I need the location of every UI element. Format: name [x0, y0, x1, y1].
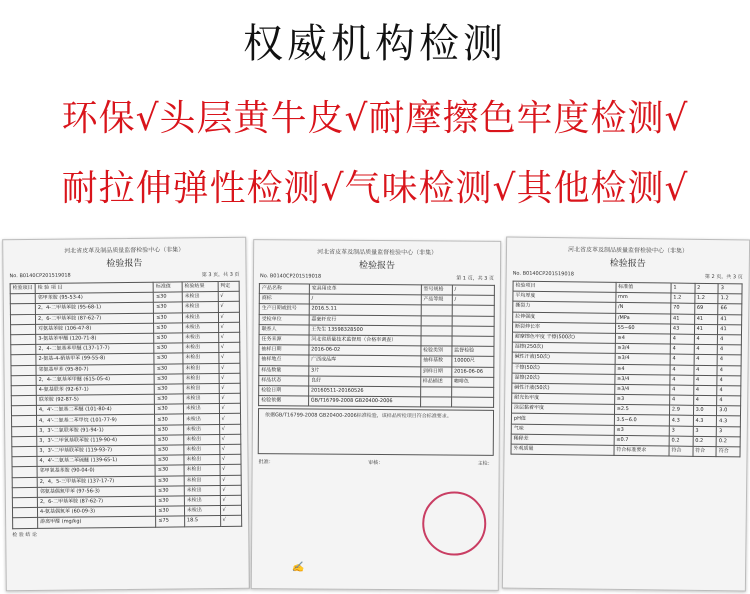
- table-cell: ≤30: [154, 374, 183, 384]
- table-cell: √: [220, 465, 242, 475]
- table-cell: 41: [718, 324, 742, 334]
- table-cell: /: [452, 295, 494, 305]
- table-cell: [12, 416, 37, 426]
- table-cell: 4: [670, 395, 694, 405]
- report-title: 检验报告: [609, 258, 646, 270]
- table-cell: 2，4-二氨基苯甲醚 (137-17-7): [36, 343, 154, 354]
- table-cell: 4: [694, 344, 718, 354]
- table-cell: [10, 294, 35, 304]
- table-cell: 干擦(50次): [512, 363, 615, 374]
- table-cell: √: [218, 291, 240, 301]
- table-cell: 任务来源: [259, 335, 309, 346]
- test-report-page-1: [251, 239, 501, 591]
- table-cell: [452, 316, 494, 326]
- table-cell: √: [218, 302, 240, 312]
- test-report-page-3: [2, 237, 250, 592]
- table-cell: ≤30: [153, 292, 182, 302]
- table-cell: ≤30: [155, 475, 184, 485]
- table-cell: [11, 396, 36, 406]
- table-cell: 未检出: [183, 383, 219, 394]
- table-header-cell: 判定: [218, 281, 240, 291]
- table-cell: ≤30: [154, 353, 183, 363]
- table-cell: √: [218, 332, 240, 342]
- table-cell: ≥3/4: [615, 354, 670, 365]
- table-cell: 3.5~6.0: [614, 415, 669, 426]
- report-table-body: [10, 291, 241, 528]
- table-cell: [11, 345, 36, 355]
- table-header-cell: 3: [718, 284, 742, 294]
- table-cell: [12, 497, 37, 507]
- table-cell: 20160511-20160526: [308, 386, 420, 397]
- table-cell: ≤30: [154, 384, 183, 394]
- table-cell: /: [309, 294, 421, 305]
- table-cell: 游离甲醛 (mg/kg): [38, 517, 156, 528]
- table-cell: 受检单位: [259, 314, 309, 325]
- table-cell: [12, 446, 37, 456]
- table-cell: 未检出: [184, 495, 220, 506]
- table-cell: [12, 436, 37, 446]
- table-cell: 41: [718, 314, 742, 324]
- table-row: [511, 444, 740, 457]
- report-table: [258, 283, 495, 408]
- table-cell: 4: [717, 396, 741, 406]
- table-cell: √: [219, 383, 241, 393]
- table-cell: 未检出: [184, 445, 220, 456]
- table-cell: √: [218, 312, 240, 322]
- table-cell: 1.2: [718, 294, 742, 304]
- table-cell: ≤30: [155, 414, 184, 424]
- table-cell: 未检出: [182, 292, 218, 303]
- table-cell: 0.2: [669, 436, 693, 446]
- table-cell: ≤30: [154, 323, 183, 333]
- table-cell: ≤30: [154, 343, 183, 353]
- table-cell: ≤30: [155, 455, 184, 465]
- table-cell: 对氨基苯胺 (106-47-8): [36, 323, 154, 334]
- table-cell: 检验类别: [420, 346, 451, 356]
- table-cell: √: [220, 495, 242, 505]
- table-cell: ≤30: [155, 425, 184, 435]
- table-cell: ≥3/4: [615, 374, 670, 385]
- table-cell: 未检出: [184, 455, 220, 466]
- feature-line-1: 环保√头层黄牛皮√耐摩擦色牢度检测√: [61, 98, 689, 139]
- table-cell: 4: [670, 344, 694, 354]
- table-cell: 涂层黏着牢度: [511, 403, 614, 414]
- report-page: 第 1 页，共 3 页: [456, 275, 494, 282]
- table-cell: √: [218, 342, 240, 352]
- table-cell: [11, 355, 36, 365]
- table-cell: 邻氨基偶氮甲苯 (97-56-3): [37, 486, 155, 497]
- table-cell: 检验依据: [259, 396, 309, 407]
- table-cell: [11, 365, 36, 375]
- table-cell: 2，6-二甲基苯胺 (87-62-7): [37, 496, 155, 507]
- table-cell: 2，4-二氨基苯甲醚 (615-05-4): [36, 374, 154, 385]
- table-cell: 4: [717, 365, 741, 375]
- table-cell: 符合: [693, 446, 717, 456]
- table-cell: [11, 375, 36, 385]
- table-cell: ≤30: [154, 363, 183, 373]
- table-cell: 家具用皮革: [309, 284, 421, 295]
- table-cell: 66: [718, 304, 742, 314]
- table-cell: √: [218, 322, 240, 332]
- table-cell: 4: [717, 345, 741, 355]
- table-cell: 4: [670, 354, 694, 364]
- table-cell: 抽样基数: [420, 356, 451, 366]
- table-cell: 3，3'-二甲氧基联苯胺 (119-90-4): [37, 435, 155, 446]
- table-cell: 55~60: [615, 323, 670, 334]
- table-cell: ≤30: [155, 465, 184, 475]
- table-cell: ≤30: [154, 333, 183, 343]
- table-cell: [12, 426, 37, 436]
- table-cell: 4: [718, 335, 742, 345]
- table-cell: ≤30: [156, 506, 185, 516]
- table-cell: √: [220, 475, 242, 485]
- review-label: 审核：: [368, 460, 384, 467]
- table-cell: [421, 315, 452, 325]
- table-cell: 3.0: [693, 406, 717, 416]
- table-cell: 2016.5.11: [309, 304, 421, 315]
- table-cell: 未检出: [182, 302, 218, 313]
- table-cell: √: [219, 393, 241, 403]
- table-cell: √: [219, 424, 241, 434]
- table-cell: ≤30: [155, 486, 184, 496]
- table-cell: 4-氨基联苯 (92-67-1): [36, 384, 154, 395]
- table-cell: ≥3/4: [615, 343, 670, 354]
- table-cell: 3.0: [717, 406, 741, 416]
- table-cell: √: [220, 485, 242, 495]
- table-cell: [421, 336, 452, 346]
- table-cell: [11, 334, 36, 344]
- table-cell: pH值: [511, 414, 614, 425]
- report-number: No. B0140CP201519018: [9, 272, 71, 280]
- report-table: [10, 281, 243, 529]
- report-number: No. B0140CP201519018: [259, 273, 322, 280]
- table-cell: ≥3/4: [614, 384, 669, 395]
- table-cell: 联系人: [259, 324, 309, 335]
- table-cell: ≤30: [154, 394, 183, 404]
- table-cell: 咖啡色: [451, 377, 493, 387]
- table-header-cell: 检验结果: [182, 282, 218, 293]
- table-cell: 良好: [308, 376, 420, 387]
- table-cell: 41: [670, 314, 694, 324]
- table-cell: ≤30: [156, 496, 185, 506]
- table-cell: 3: [693, 426, 717, 436]
- table-cell: 商标: [259, 294, 309, 305]
- table-cell: 未检出: [183, 343, 219, 354]
- table-cell: 4: [670, 375, 694, 385]
- table-cell: 型号规格: [421, 285, 452, 295]
- report-title: 检验报告: [358, 260, 396, 272]
- table-cell: 2，4，5-三甲基苯胺 (137-17-7): [37, 476, 155, 487]
- table-cell: 2016-06-06: [451, 367, 493, 377]
- table-cell: ≤30: [155, 445, 184, 455]
- report-number: No. B0140CP201519018: [512, 270, 574, 278]
- table-cell: 王先生 13598328500: [309, 325, 421, 336]
- table-cell: ≤30: [154, 312, 183, 322]
- table-cell: 产品等级: [421, 295, 452, 305]
- table-cell: 邻甲苯胺 (95-53-4): [35, 292, 153, 303]
- table-cell: 4，4'-二氨基二苯醚 (101-80-4): [36, 404, 154, 415]
- table-cell: 未检出: [183, 414, 219, 425]
- table-cell: 生产日期或批号: [259, 304, 309, 315]
- table-cell: 广西成品库: [309, 355, 421, 366]
- table-cell: [421, 326, 452, 336]
- table-header-cell: 标准值: [153, 282, 182, 292]
- table-cell: 4，4'-二氨基二苯甲烷 (101-77-9): [37, 415, 155, 426]
- table-cell: 抽样地点: [259, 355, 309, 366]
- approve-label: 批准：: [258, 459, 274, 466]
- report-header: 河北省皮革及制品质量监督检验中心（非集）: [317, 248, 438, 257]
- table-cell: 邻氨基甲苯 (95-80-7): [36, 364, 154, 375]
- table-cell: 产品名称: [259, 284, 309, 295]
- table-cell: GB/T16799-2008 GB20400-2006: [308, 396, 420, 407]
- table-cell: 平均厚度: [513, 291, 616, 302]
- table-cell: /: [452, 285, 494, 295]
- table-cell: ≥4: [615, 333, 670, 344]
- table-cell: [452, 326, 494, 336]
- report-header: 河北省皮革及制品质量监督检验中心（非集）: [64, 246, 185, 255]
- table-cell: 0.2: [716, 436, 740, 446]
- table-cell: 4: [717, 385, 741, 395]
- table-cell: [10, 314, 35, 324]
- table-cell: √: [220, 516, 242, 526]
- report-table-body: [259, 284, 495, 408]
- table-cell: [11, 385, 36, 395]
- table-cell: 4: [670, 334, 694, 344]
- table-cell: √: [219, 363, 241, 373]
- table-cell: 监督检验: [452, 346, 494, 356]
- table-cell: 断裂伸长率: [512, 322, 615, 333]
- report-meta: [4, 271, 246, 281]
- table-cell: 10000尺: [451, 356, 493, 366]
- table-cell: 未检出: [182, 322, 218, 333]
- table-cell: 检验日期: [259, 386, 309, 397]
- table-header-cell: 1: [671, 283, 695, 293]
- table-cell: [12, 487, 37, 497]
- table-cell: ≤3: [614, 425, 669, 436]
- table-cell: 样品状态: [259, 375, 309, 386]
- report-meta: [254, 273, 500, 282]
- table-cell: 4: [693, 395, 717, 405]
- official-seal-icon: [422, 491, 486, 555]
- table-cell: 未检出: [184, 475, 220, 486]
- table-cell: 3: [669, 426, 693, 436]
- table-cell: [452, 336, 494, 346]
- table-cell: ≤0.7: [614, 435, 669, 446]
- table-cell: 18.5: [184, 516, 220, 527]
- table-cell: 0.2: [693, 436, 717, 446]
- table-cell: ≤30: [154, 302, 183, 312]
- table-cell: 气味: [511, 424, 614, 435]
- table-cell: [13, 518, 38, 528]
- report-page: 第 3 页，共 3 页: [201, 271, 240, 279]
- table-cell: 未检出: [184, 465, 220, 476]
- table-header-cell: 检 验 项 目: [35, 282, 153, 293]
- table-cell: 3: [716, 426, 740, 436]
- test-report-page-2: [502, 237, 750, 592]
- table-cell: 嘉豪轩皮行: [309, 315, 421, 326]
- table-cell: 符合: [716, 447, 740, 457]
- table-cell: ≥3: [614, 394, 669, 405]
- table-header-cell: 2: [695, 283, 719, 293]
- table-cell: 4-氨基偶氮苯 (60-09-3): [37, 506, 155, 517]
- table-cell: 抽样日期: [259, 345, 309, 356]
- table-cell: [12, 508, 37, 518]
- table-cell: 湿擦(250次): [512, 342, 615, 353]
- table-cell: 联苯胺 (92-87-5): [36, 394, 154, 405]
- table-cell: ≥2.5: [614, 405, 669, 416]
- table-cell: 4: [693, 375, 717, 385]
- table-cell: 41: [694, 314, 718, 324]
- table-cell: [420, 387, 451, 397]
- table-cell: 未检出: [183, 404, 219, 415]
- table-cell: 未检出: [183, 363, 219, 374]
- table-cell: [420, 397, 451, 407]
- table-cell: 69: [694, 304, 718, 314]
- table-cell: √: [219, 373, 241, 383]
- table-cell: 湿擦(20次): [512, 373, 615, 384]
- table-cell: 2.9: [669, 405, 693, 415]
- table-cell: 3片: [308, 366, 420, 377]
- feature-line-2: 耐拉伸弹性检测√气味检测√其他检测√: [61, 168, 689, 209]
- signature-icon: ✍: [291, 562, 305, 574]
- table-cell: 4.3: [669, 415, 693, 425]
- table-cell: 耐摩擦色牢度 干擦(500次): [512, 332, 615, 343]
- table-cell: 碱性汗液(50次): [512, 383, 615, 394]
- table-cell: 符合: [669, 446, 693, 456]
- report-page: 第 2 页，共 3 页: [704, 273, 743, 281]
- table-row: [259, 396, 494, 408]
- report-footer: 检 验 结 论: [12, 531, 38, 538]
- table-cell: 4.3: [693, 416, 717, 426]
- table-cell: 样品数量: [259, 365, 309, 376]
- table-cell: ≤30: [155, 404, 184, 414]
- table-cell: [12, 477, 37, 487]
- table-cell: 撕裂力: [513, 301, 616, 312]
- main-inspector-label: 主检：: [477, 460, 493, 468]
- table-cell: 符合标准要求: [614, 445, 669, 456]
- table-cell: √: [219, 414, 241, 424]
- table-cell: 邻甲氧基苯胺 (90-04-0): [37, 466, 155, 477]
- table-cell: ≥4: [615, 364, 670, 375]
- table-cell: 河北省质量技术监督局（合格率调查）: [309, 335, 421, 346]
- table-header-cell: 检验项目: [513, 281, 616, 292]
- table-cell: 2016-06-02: [309, 345, 421, 356]
- table-cell: 4: [694, 365, 718, 375]
- table-cell: 未检出: [182, 332, 218, 343]
- table-cell: √: [219, 434, 241, 444]
- table-header-cell: 检验项目: [10, 283, 35, 293]
- table-cell: 拉伸强度: [513, 312, 616, 323]
- table-cell: 1.2: [694, 294, 718, 304]
- table-header-cell: 标准值: [616, 282, 671, 293]
- table-cell: /N: [615, 303, 670, 314]
- table-cell: 4: [717, 355, 741, 365]
- report-table: [510, 281, 742, 458]
- table-cell: 未检出: [183, 373, 219, 384]
- table-cell: [12, 457, 37, 467]
- table-cell: mm: [615, 293, 670, 304]
- page-title: 权威机构检测: [243, 21, 507, 67]
- table-cell: 样品描述: [420, 376, 451, 386]
- table-cell: 未检出: [184, 434, 220, 445]
- table-cell: 未检出: [183, 394, 219, 405]
- table-cell: 2，6-二甲基苯胺 (87-62-7): [35, 313, 153, 324]
- table-cell: [12, 467, 37, 477]
- report-title: 检验报告: [106, 258, 143, 270]
- table-cell: 4: [670, 385, 694, 395]
- table-cell: √: [219, 444, 241, 454]
- table-cell: √: [220, 505, 242, 515]
- table-cell: [452, 305, 494, 315]
- table-cell: √: [219, 454, 241, 464]
- table-cell: 41: [694, 324, 718, 334]
- table-cell: [451, 387, 493, 397]
- table-cell: 1.2: [671, 293, 695, 303]
- table-cell: [451, 397, 493, 407]
- table-cell: 4: [670, 365, 694, 375]
- table-cell: 4: [693, 385, 717, 395]
- table-cell: 4: [717, 375, 741, 385]
- table-cell: 3-氨基苯甲醚 (120-71-8): [36, 333, 154, 344]
- table-cell: 未检出: [184, 485, 220, 496]
- report-meta: [507, 271, 749, 281]
- table-cell: [421, 305, 452, 315]
- table-cell: [10, 304, 35, 314]
- table-cell: 外观质量: [511, 444, 614, 455]
- table-cell: 稀释差: [511, 434, 614, 445]
- table-cell: 4，4'-二氨基二苯硫醚 (139-65-1): [37, 455, 155, 466]
- table-cell: 2，4-二甲基苯胺 (95-68-1): [35, 303, 153, 314]
- table-cell: 耐光色牢度: [512, 393, 615, 404]
- table-cell: 未检出: [183, 424, 219, 435]
- table-cell: 3，3'-二氯联苯胺 (91-94-1): [37, 425, 155, 436]
- table-cell: [11, 324, 36, 334]
- table-cell: 未检出: [182, 312, 218, 323]
- table-cell: 2-氨基-4-硝基甲苯 (99-55-8): [36, 354, 154, 365]
- table-cell: 70: [671, 303, 695, 313]
- table-cell: √: [219, 404, 241, 414]
- table-cell: 4: [694, 355, 718, 365]
- table-cell: 4.3: [717, 416, 741, 426]
- report-table-body: [511, 291, 742, 457]
- report-signatures: [253, 456, 499, 469]
- table-cell: √: [218, 353, 240, 363]
- table-cell: [11, 406, 36, 416]
- table-cell: 43: [670, 324, 694, 334]
- report-conclusion: 依据GB/T16799-2008 GB20400-2006标准检验，该样品所检项目符合标准要求。: [258, 408, 494, 456]
- report-header: 河北省皮革及制品质量监督检验中心（非集）: [567, 246, 689, 255]
- table-cell: 未检出: [183, 353, 219, 364]
- table-cell: 到样日期: [420, 366, 451, 376]
- table-cell: 3，3'-二甲基联苯胺 (119-93-7): [37, 445, 155, 456]
- table-cell: ≤75: [156, 516, 185, 526]
- table-cell: 4: [694, 334, 718, 344]
- table-cell: 未检出: [184, 506, 220, 517]
- table-cell: 碱性汗液(50次): [512, 352, 615, 363]
- table-cell: /MPa: [615, 313, 670, 324]
- table-cell: ≤30: [155, 435, 184, 445]
